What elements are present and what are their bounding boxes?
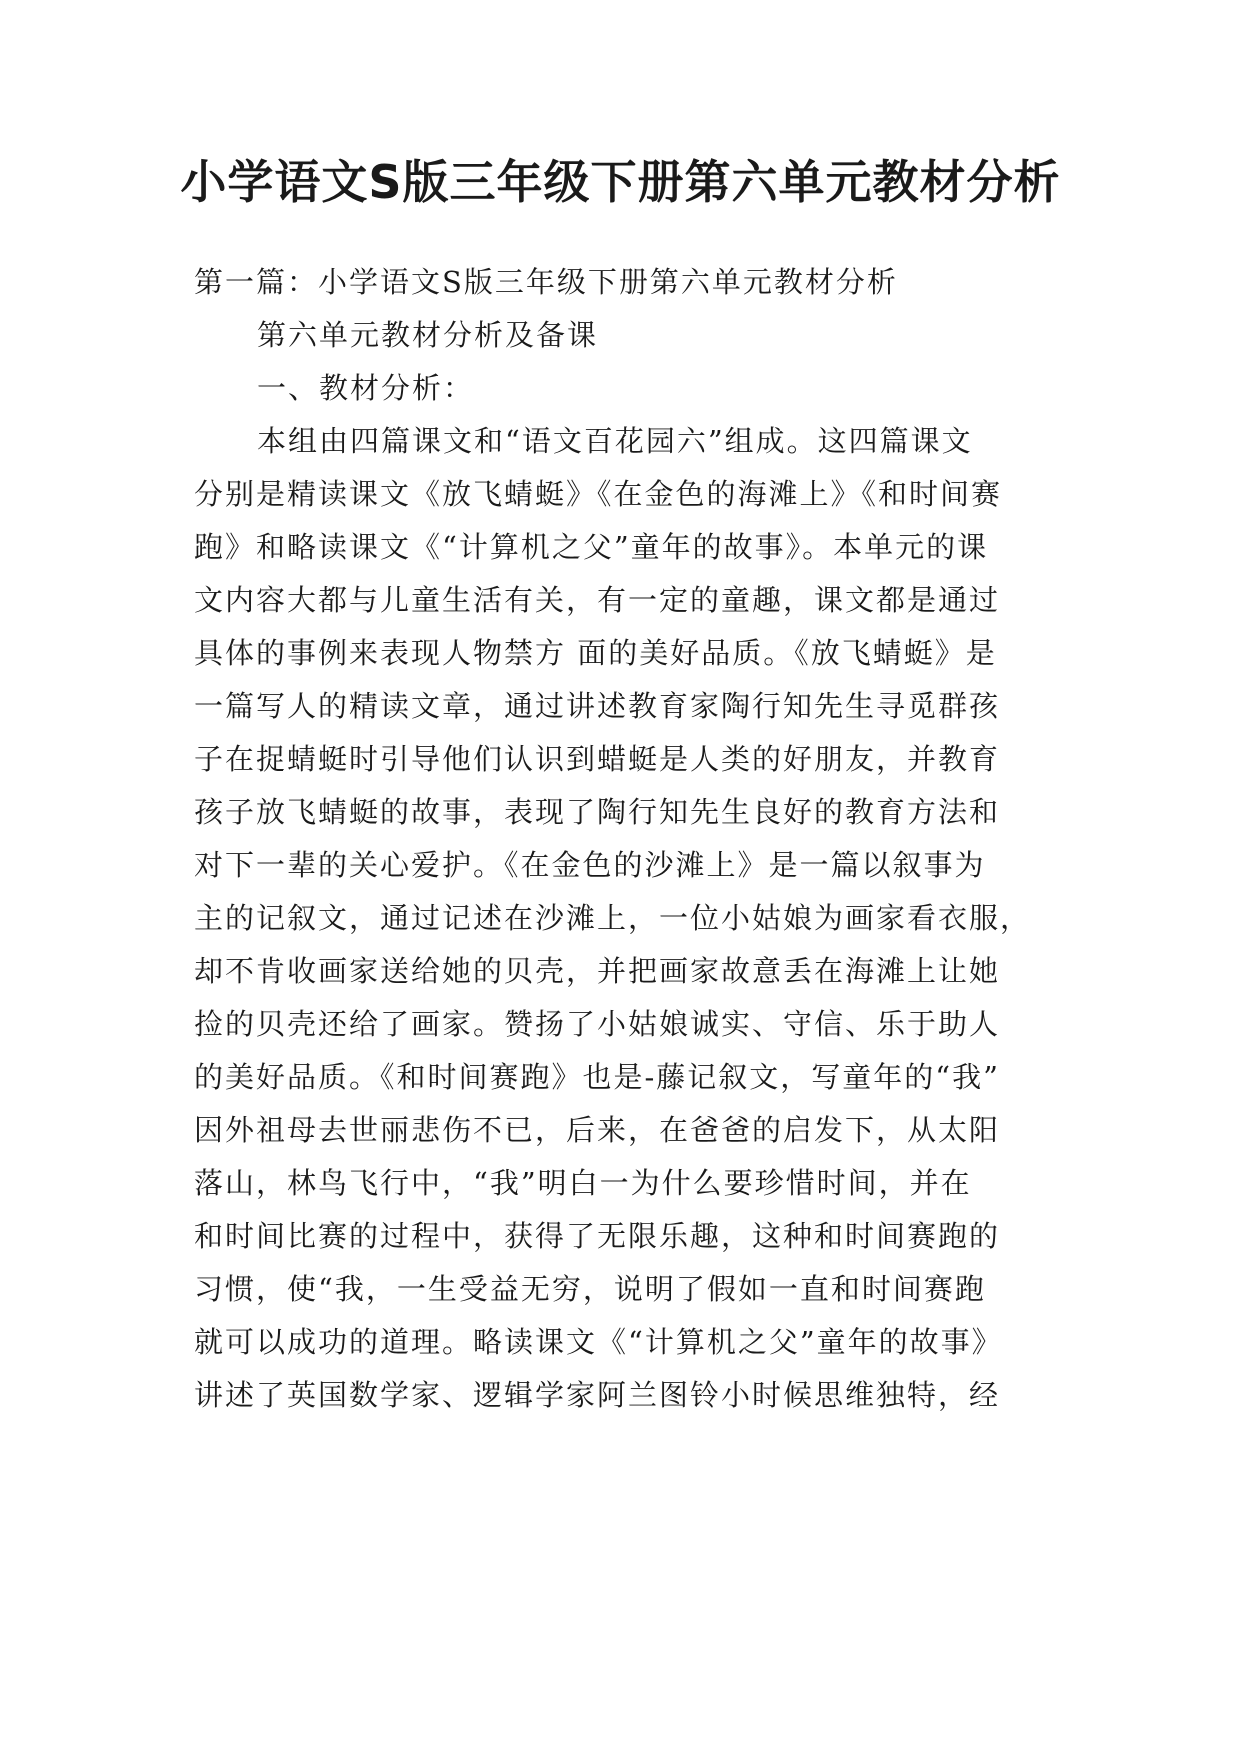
paragraph-line: 捡的贝壳还给了画家。赞扬了小姑娘诚实、守信、乐于助人 [194, 1007, 1001, 1041]
paragraph-line: 一篇写人的精读文章，通过讲述教育家陶行知先生寻觅群孩 [194, 689, 1001, 723]
paragraph-line: 主的记叙文，通过记述在沙滩上，一位小姑娘为画家看衣服， [194, 901, 1032, 935]
paragraph-line: 文内容大都与儿童生活有关，有一定的童趣，课文都是通过 [194, 583, 1001, 617]
paragraph-line: 子在捉蜻蜓时引导他们认识到蜡蜓是人类的好朋友，并教育 [194, 742, 1001, 776]
paragraph-line: 分别是精读课文《放飞蜻蜓》《在金色的海滩上》《和时间赛 [194, 477, 1003, 511]
paragraph-line: 却不肯收画家送给她的贝壳，并把画家故意丢在海滩上让她 [194, 954, 1001, 988]
paragraph-line: 孩子放飞蜻蜓的故事，表现了陶行知先生良好的教育方法和 [194, 795, 1001, 829]
document-body [194, 252, 1054, 1552]
paragraph-line: 具体的事例来表现人物禁方 面的美好品质。《放飞蜻蜓》是 [194, 636, 997, 670]
paragraph-line: 因外祖母去世丽悲伤不已，后来，在爸爸的启发下，从太阳 [194, 1113, 1001, 1147]
paragraph-line: 跑》和略读课文《“计算机之父”童年的故事》。本单元的课 [194, 530, 989, 564]
paragraph-line: 本组由四篇课文和“语文百花园六”组成。这四篇课文 [257, 424, 973, 458]
paragraph-line: 落山，林鸟飞行中，“我”明白一为什么要珍惜时间，并在 [194, 1166, 972, 1200]
subsection-heading: 第六单元教材分析及备课 [257, 318, 599, 352]
paragraph-line: 的美好品质。《和时间赛跑》也是-藤记叙文，写童年的“我” [194, 1060, 1000, 1094]
section-heading: 第一篇：小学语文S版三年级下册第六单元教材分析 [194, 265, 898, 299]
paragraph-line: 对下一辈的关心爱护。《在金色的沙滩上》是一篇以叙事为 [194, 848, 986, 882]
paragraph-line: 就可以成功的道理。略读课文《“计算机之父”童年的故事》 [194, 1325, 1003, 1359]
paragraph-line: 讲述了英国数学家、逻辑学家阿兰图铃小时候思维独特，经 [194, 1378, 1001, 1412]
paragraph-line: 和时间比赛的过程中，获得了无限乐趣，这种和时间赛跑的 [194, 1219, 1001, 1253]
part-heading: 一、教材分析： [257, 371, 475, 405]
paragraph-line: 习惯，使“我，一生受益无穷，说明了假如一直和时间赛跑 [194, 1272, 986, 1306]
document-title: 小学语文S版三年级下册第六单元教材分析 [180, 155, 1061, 209]
